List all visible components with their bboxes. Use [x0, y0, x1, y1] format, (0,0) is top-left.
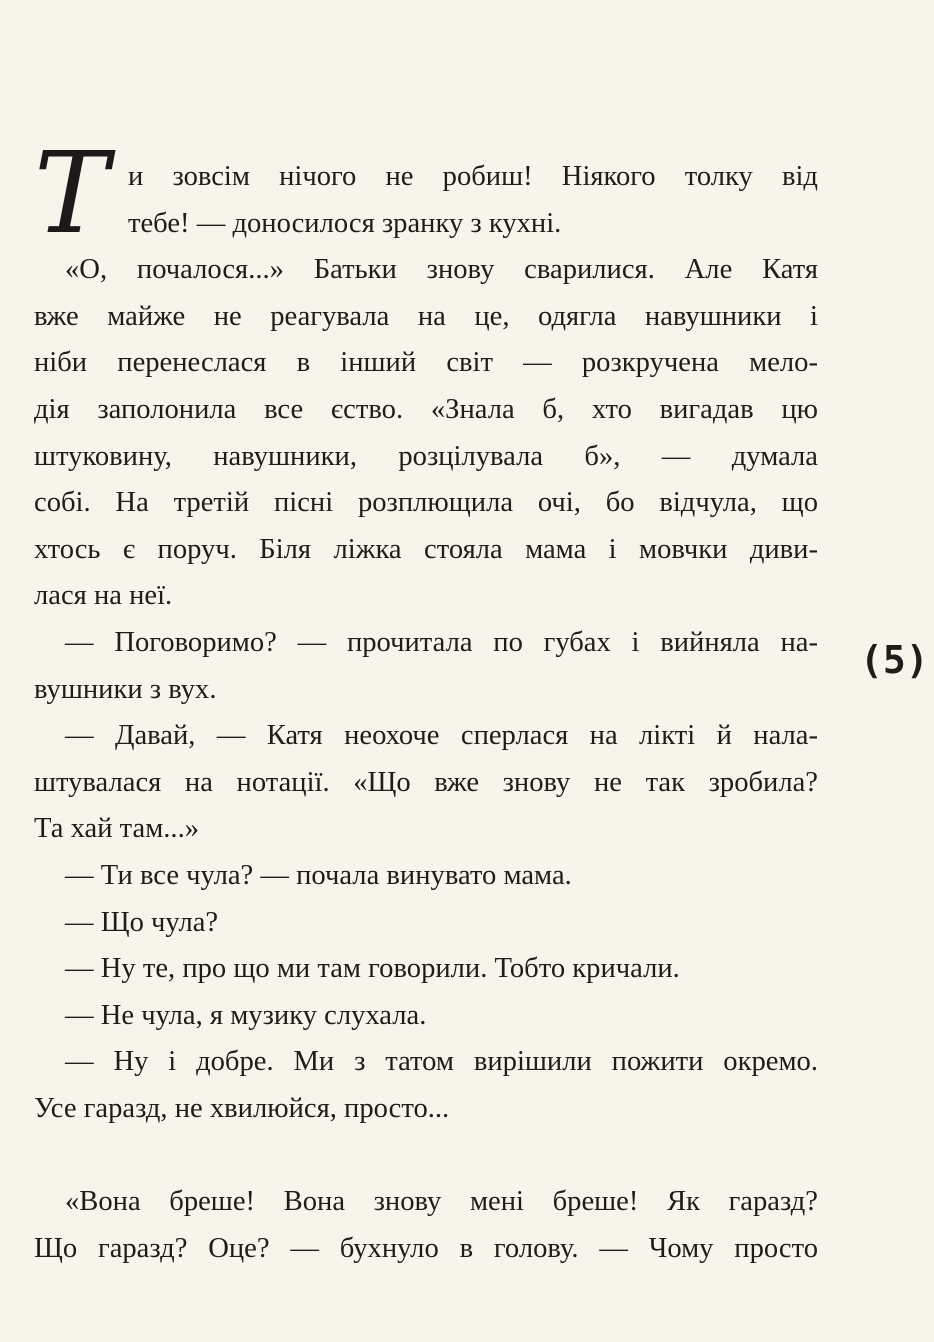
body-text — [34, 129, 818, 1272]
text-line: «О, почалося...» Батьки знову сварилися. Але Катя — [65, 254, 818, 286]
text-line: вушники з вух. — [34, 673, 217, 705]
text-line: — Поговоримо? — прочитала по губах і вийняла на- — [65, 626, 818, 658]
text-line: Що гаразд? Оце? — бухнуло в голову. — Чому просто — [34, 1232, 818, 1264]
text-line: — Не чула, я музику слухала. — [65, 999, 427, 1031]
text-line: «Вона бреше! Вона знову мені бреше! Як гаразд? — [65, 1186, 818, 1218]
text-line: — Ну і добре. Ми з татом вирішили пожити окремо. — [65, 1046, 818, 1078]
drop-cap: Т — [34, 129, 109, 259]
text-line: дія заполонила все єство. «Знала б, хто вигадав цю — [34, 393, 818, 425]
text-line: — Ну те, про що ми там говорили. Тобто кричали. — [65, 953, 680, 985]
text-line: Усе гаразд, не хвилюйся, просто... — [34, 1092, 450, 1124]
text-line: — Давай, — Катя неохоче сперлася на лікті й нала- — [65, 720, 818, 752]
section-break — [34, 1132, 818, 1179]
text-line: хтось є поруч. Біля ліжка стояла мама і мовчки диви- — [34, 533, 818, 565]
text-line: вже майже не реагувала на це, одягла навушники і — [34, 300, 818, 332]
text-line: и зовсім нічого не робиш! Ніякого толку від — [128, 161, 818, 192]
text-line: — Ти все чула? — почала винувато мама. — [65, 859, 572, 891]
text-line: лася на неї. — [34, 580, 173, 612]
text-line: — Що чула? — [65, 906, 219, 938]
text-line: ніби перенеслася в інший світ — розкручена мело- — [34, 347, 818, 379]
text-line: тебе! — доносилося зранку з кухні. — [128, 207, 562, 239]
page-number: (5) — [860, 638, 929, 682]
text-line: собі. На третій пісні розплющила очі, бо відчула, що — [34, 487, 818, 519]
text-line: штувалася на нотації. «Що вже знову не так зробила? — [34, 766, 818, 798]
text-line: Та хай там...» — [34, 813, 200, 845]
text-line: штуковину, навушники, розцілувала б», — думала — [34, 440, 818, 472]
